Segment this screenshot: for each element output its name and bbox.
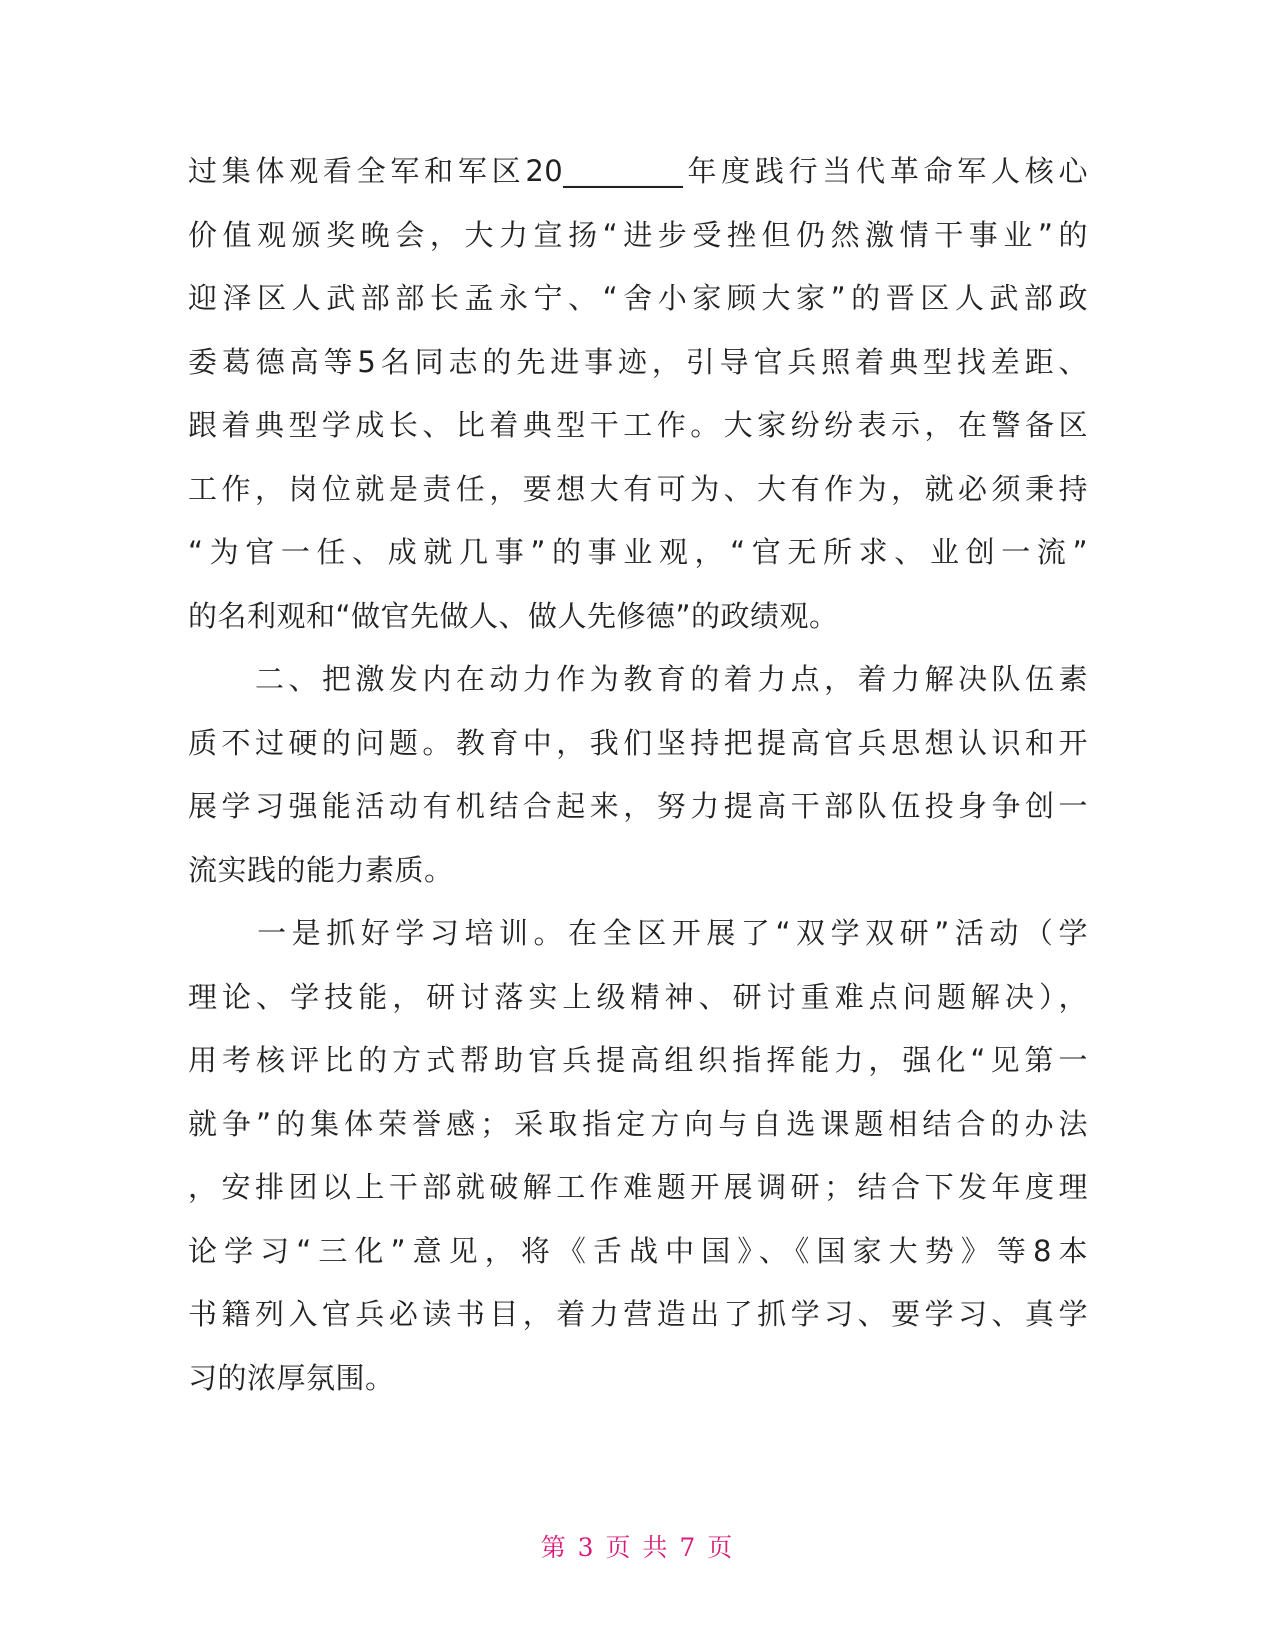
document-body: [188, 140, 1088, 1410]
paragraph-commendation: [188, 140, 1088, 648]
text-line: 论学习“三化”意见，将《舌战中国》、《国家大势》等8本: [188, 1233, 1088, 1268]
text-line: ，安排团以上干部就破解工作难题开展调研；结合下发年度理: [188, 1170, 1088, 1204]
text-line: 习的浓厚氛围。: [188, 1360, 395, 1395]
text-line: 价值观颁奖晚会，大力宣扬“进步受挫但仍然激情干事业”的: [188, 217, 1088, 252]
text-line: 质不过硬的问题。教育中，我们坚持把提高官兵思想认识和开: [188, 725, 1088, 760]
text-line: 一是抓好学习培训。在全区开展了“双学双研”活动（学: [188, 916, 1088, 950]
page-number-footer: 第 3 页 共 7 页: [540, 1533, 735, 1562]
text-line: 迎泽区人武部部长孟永宁、“舍小家顾大家”的晋区人武部政: [188, 281, 1088, 315]
text-line: 工作，岗位就是责任，要想大有可为、大有作为，就必须秉持: [188, 471, 1088, 506]
paragraph-study-training: [188, 902, 1088, 1410]
text-line: 展学习强能活动有机结合起来，努力提高干部队伍投身争创一: [188, 789, 1088, 823]
text-line: 理论、学技能，研讨落实上级精神、研讨重难点问题解决），: [188, 979, 1088, 1014]
text-line: 就争”的集体荣誉感；采取指定方向与自选课题相结合的办法: [188, 1106, 1088, 1141]
text-line: 过集体观看全军和军区20________年度践行当代革命军人核心: [188, 154, 1088, 188]
paragraph-section-two: [188, 648, 1088, 902]
text-line: 二、把激发内在动力作为教育的着力点，着力解决队伍素: [188, 662, 1088, 696]
text-line: 书籍列入官兵必读书目，着力营造出了抓学习、要学习、真学: [188, 1297, 1088, 1331]
text-line: “为官一任、成就几事”的事业观，“官无所求、业创一流”: [188, 535, 1088, 569]
text-line: 跟着典型学成长、比着典型干工作。大家纷纷表示，在警备区: [188, 408, 1088, 442]
text-line: 流实践的能力素质。: [188, 852, 454, 887]
text-line: 用考核评比的方式帮助官兵提高组织指挥能力，强化“见第一: [188, 1043, 1088, 1077]
text-line: 委葛德高等5名同志的先进事迹，引导官兵照着典型找差距、: [188, 344, 1088, 379]
text-line: 的名利观和“做官先做人、做人先修德”的政绩观。: [188, 598, 839, 633]
